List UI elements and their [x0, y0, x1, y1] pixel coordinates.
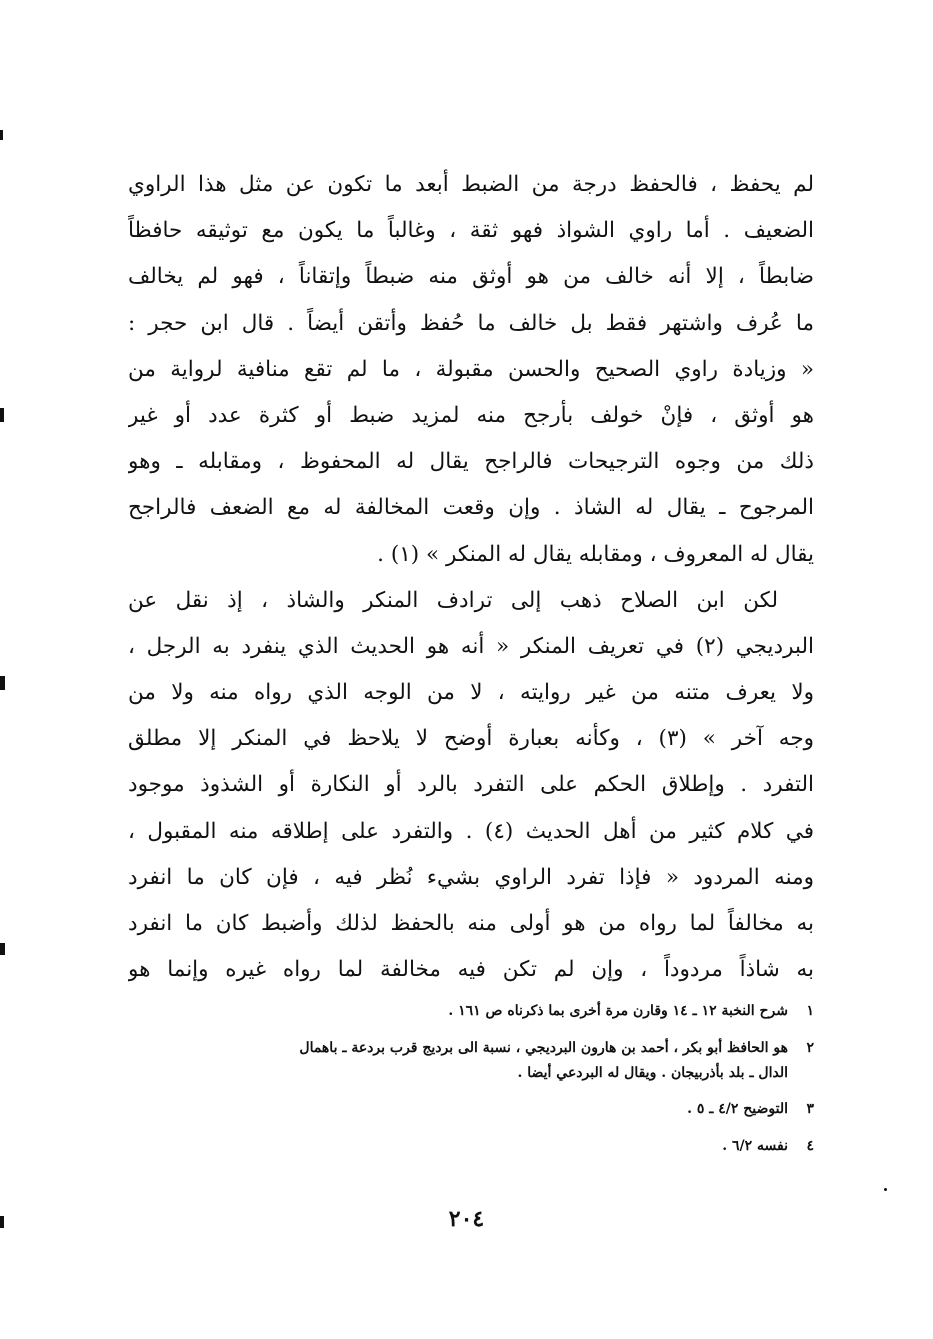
footnote-text: التوضيح ٤/٢ ـ ٥ . [687, 1101, 788, 1117]
scan-mark [0, 676, 5, 690]
page-number: ٢٠٤ [448, 1206, 485, 1232]
text-line: ومنه المردود « فإذا تفرد الراوي بشيء نُظر فيه ، فإن كان ما انفرد [128, 864, 814, 890]
scan-mark [0, 1216, 4, 1228]
text-line: ما عُرف واشتهر فقط بل خالف ما حُفظ وأتقن أيضاً . قال ابن حجر : [128, 310, 814, 336]
main-text [128, 162, 814, 993]
footnotes [128, 998, 814, 1170]
footnote-number: ٢ [806, 1040, 814, 1056]
text-line: يقال له المعروف ، ومقابله يقال له المنكر » (١) . [377, 541, 814, 567]
text-line: لكن ابن الصلاح ذهب إلى ترادف المنكر والشاذ ، إذ نقل عن [128, 587, 778, 613]
text-line: وجه آخر » (٣) ، وكأنه بعبارة أوضح لا يلاحظ في المنكر إلا مطلق [128, 726, 814, 752]
footnote [128, 1096, 814, 1122]
footnote-text: نفسه ٦/٢ . [722, 1138, 788, 1154]
footnote-continuation: الدال ـ بلد بأذربيجان . ويقال له البردعي أيضا . [517, 1065, 788, 1081]
text-line: الضعيف . أما راوي الشواذ فهو ثقة ، وغالباً ما يكون مع توثيقه حافظاً [128, 218, 814, 244]
text-line: التفرد . وإطلاق الحكم على التفرد بالرد أو النكارة أو الشذوذ موجود [128, 772, 814, 798]
text-line: في كلام كثير من أهل الحديث (٤) . والتفرد على إطلاقه منه المقبول ، [128, 818, 814, 844]
scan-mark [0, 408, 4, 422]
text-line: البرديجي (٢) في تعريف المنكر « أنه هو الحديث الذي ينفرد به الرجل ، [128, 633, 814, 659]
footnote [128, 998, 814, 1024]
text-line: المرجوح ـ يقال له الشاذ . وإن وقعت المخالفة له مع الضعف فالراجح [128, 495, 814, 521]
footnote-text: هو الحافظ أبو بكر ، أحمد بن هارون البرديجي ، نسبة الى برديج قرب بردعة ـ باهمال [299, 1040, 788, 1056]
scan-mark [884, 1188, 887, 1191]
footnote-text: شرح النخبة ١٢ ـ ١٤ وقارن مرة أخرى بما ذكرناه ص ١٦١ . [448, 1003, 788, 1019]
scan-mark [0, 130, 3, 140]
footnote [128, 1035, 814, 1085]
footnote [128, 1133, 814, 1159]
scan-mark [0, 943, 5, 955]
footnote-number: ١ [806, 1003, 814, 1019]
text-line: به مخالفاً لما رواه من هو أولى منه بالحفظ لذلك وأضبط كان ما انفرد [128, 911, 814, 936]
footnote-number: ٣ [806, 1101, 814, 1117]
text-line: « وزيادة راوي الصحيح والحسن مقبولة ، ما لم تقع منافية لرواية من [128, 356, 814, 382]
footnote-number: ٤ [806, 1138, 814, 1154]
text-line: ضابطاً ، إلا أنه خالف من هو أوثق منه ضبطاً وإتقاناً ، فهو لم يخالف [128, 264, 814, 290]
text-line: هو أوثق ، فإنْ خولف بأرجح منه لمزيد ضبط أو كثرة عدد أو غير [128, 402, 814, 428]
text-line: ولا يعرف متنه من غير روايته ، لا من الوجه الذي رواه منه ولا من [128, 680, 814, 706]
text-line: به شاذاً مردوداً ، وإن لم تكن فيه مخالفة لما رواه غيره وإنما هو [128, 957, 814, 983]
text-line: لم يحفظ ، فالحفظ درجة من الضبط أبعد ما تكون عن مثل هذا الراوي [128, 172, 814, 197]
text-line: ذلك من وجوه الترجيحات فالراجح يقال له المحفوظ ، ومقابله ـ وهو [128, 449, 814, 475]
